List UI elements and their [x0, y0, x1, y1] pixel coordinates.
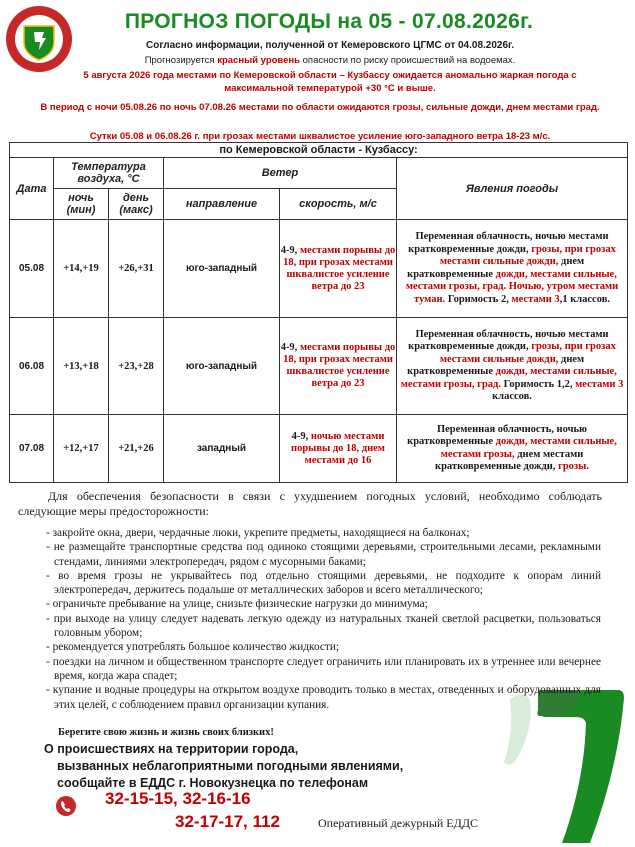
col-wind: Ветер	[164, 158, 397, 189]
emblem-icon	[4, 4, 74, 74]
row-phenomena: Переменная облачность, ночью местами кратковременные дожди, грозы, при грозах местами сильные дожди, днем кратковременные дожди, местами сильные, местами грозы, град. Горимость 1,2, местами 3 классов.	[397, 318, 628, 415]
list-item: - не размещайте транспортные средства под одиноко стоящими деревьями, строительными лесами, рекламными стендами, линиями электропередач, рядом с мусорными баками;	[46, 541, 601, 568]
safety-intro: Для обеспечения безопасности в связи с ухудшением погодных условий, необходимо соблюдать следующие меры предосторожности:	[18, 489, 602, 518]
region-header: по Кемеровской области - Кузбассу:	[10, 143, 628, 158]
phone-icon	[55, 795, 77, 817]
table-row	[10, 415, 628, 483]
list-item: - ограничьте пребывание на улице, снизьте физические нагрузки до минимума;	[46, 598, 428, 611]
forecast-table	[9, 142, 628, 483]
list-item: - купание и водные процедуры на открытом воздухе проводить только в местах, отведенных и оборудованных для этих целей, с соблюдением правил организации купания.	[46, 684, 601, 711]
list-item: - во время грозы не укрывайтесь под отдельно стоящими деревьями, не подходите к опорам линий электропередач, держитесь подальше от металлических заборов и всего металлического;	[46, 569, 601, 597]
page-title: ПРОГНОЗ ПОГОДЫ на 05 - 07.08.2026г.	[124, 10, 534, 33]
list-item: - при выходе на улицу следует надевать легкую одежду из натуральных тканей светлой расцветки, пользоваться головным убором;	[46, 612, 601, 640]
risk-line: Прогнозируется красный уровень опасности по риску происшествий на водоемах.	[144, 55, 516, 66]
row-direction: юго-западный	[164, 220, 280, 318]
safety-measures-list	[46, 526, 601, 712]
row-date: 05.08	[10, 220, 54, 318]
row-day: +23,+28	[109, 318, 164, 415]
row-date: 06.08	[10, 318, 54, 415]
col-day: день (макс)	[109, 189, 164, 220]
storm-warning: В период с ночи 05.08.26 по ночь 07.08.26 местами по области ожидаются грозы, сильные дожди, днем местами град.	[40, 102, 600, 113]
source-line: Согласно информации, полученной от Кемеровского ЦГМС от 04.08.2026г.	[146, 40, 514, 51]
col-phenomena: Явления погоды	[397, 158, 628, 220]
row-phenomena: Переменная облачность, ночью местами кратковременные дожди, грозы, при грозах местами сильные дожди, днем кратковременные дожди, местами сильные, местами грозы, град. Ночью, утром местами туман. Горимость 2, местами 3,1 классов.	[397, 220, 628, 318]
table-row	[10, 220, 628, 318]
save-lives-line: Берегите свою жизнь и жизнь своих близких!	[58, 727, 274, 738]
col-temp: Температура воздуха, °С	[54, 158, 164, 189]
list-item: - поездки на личном и общественном транспорте следует ограничить или планировать их в утреннее или вечернее время, когда жара спадет;	[46, 655, 601, 682]
row-direction: западный	[164, 415, 280, 483]
row-night: +12,+17	[54, 415, 109, 483]
table-row	[10, 318, 628, 415]
col-date: Дата	[10, 158, 54, 220]
duty-officer-label: Оперативный дежурный ЕДДС	[318, 816, 479, 830]
col-night: ночь (мин)	[54, 189, 109, 220]
row-night: +14,+19	[54, 220, 109, 318]
report-block: О происшествиях на территории города, вызванных неблагоприятными погодными явлениями, сообщайте в ЕДДС г. Новокузнецка по телефонам	[44, 742, 404, 790]
row-speed: 4-9, ночью местами порывы до 18, днем местами до 16	[280, 415, 397, 483]
list-item: - рекомендуется употреблять большое количество жидкости;	[46, 641, 340, 654]
row-phenomena: Переменная облачность, ночью кратковременные дожди, местами сильные, местами грозы, днем местами кратковременные дожди, грозы.	[397, 415, 628, 483]
list-item: - закройте окна, двери, чердачные люки, укрепите предметы, находящиеся на балконах;	[46, 527, 470, 539]
row-speed: 4-9, местами порывы до 18, при грозах местами шквалистое усиление ветра до 23	[280, 318, 397, 415]
row-day: +21,+26	[109, 415, 164, 483]
col-direction: направление	[164, 189, 280, 220]
row-day: +26,+31	[109, 220, 164, 318]
phone-numbers-2: 32-17-17, 112	[175, 812, 280, 831]
row-night: +13,+18	[54, 318, 109, 415]
row-speed: 4-9, местами порывы до 18, при грозах местами шквалистое усиление ветра до 23	[280, 220, 397, 318]
row-direction: юго-западный	[164, 318, 280, 415]
phone-numbers-1: 32-15-15, 32-16-16	[105, 789, 251, 808]
col-speed: скорость, м/с	[280, 189, 397, 220]
row-date: 07.08	[10, 415, 54, 483]
heat-warning: 5 августа 2026 года местами по Кемеровской области – Кузбассу ожидается аномально жаркая погода с максимальной температурой +30 °С и выше.	[83, 70, 577, 94]
wind-warning: Сутки 05.08 и 06.08.26 г. при грозах местами шквалистое усиление юго-западного ветра 18-23 м/с.	[89, 131, 551, 142]
